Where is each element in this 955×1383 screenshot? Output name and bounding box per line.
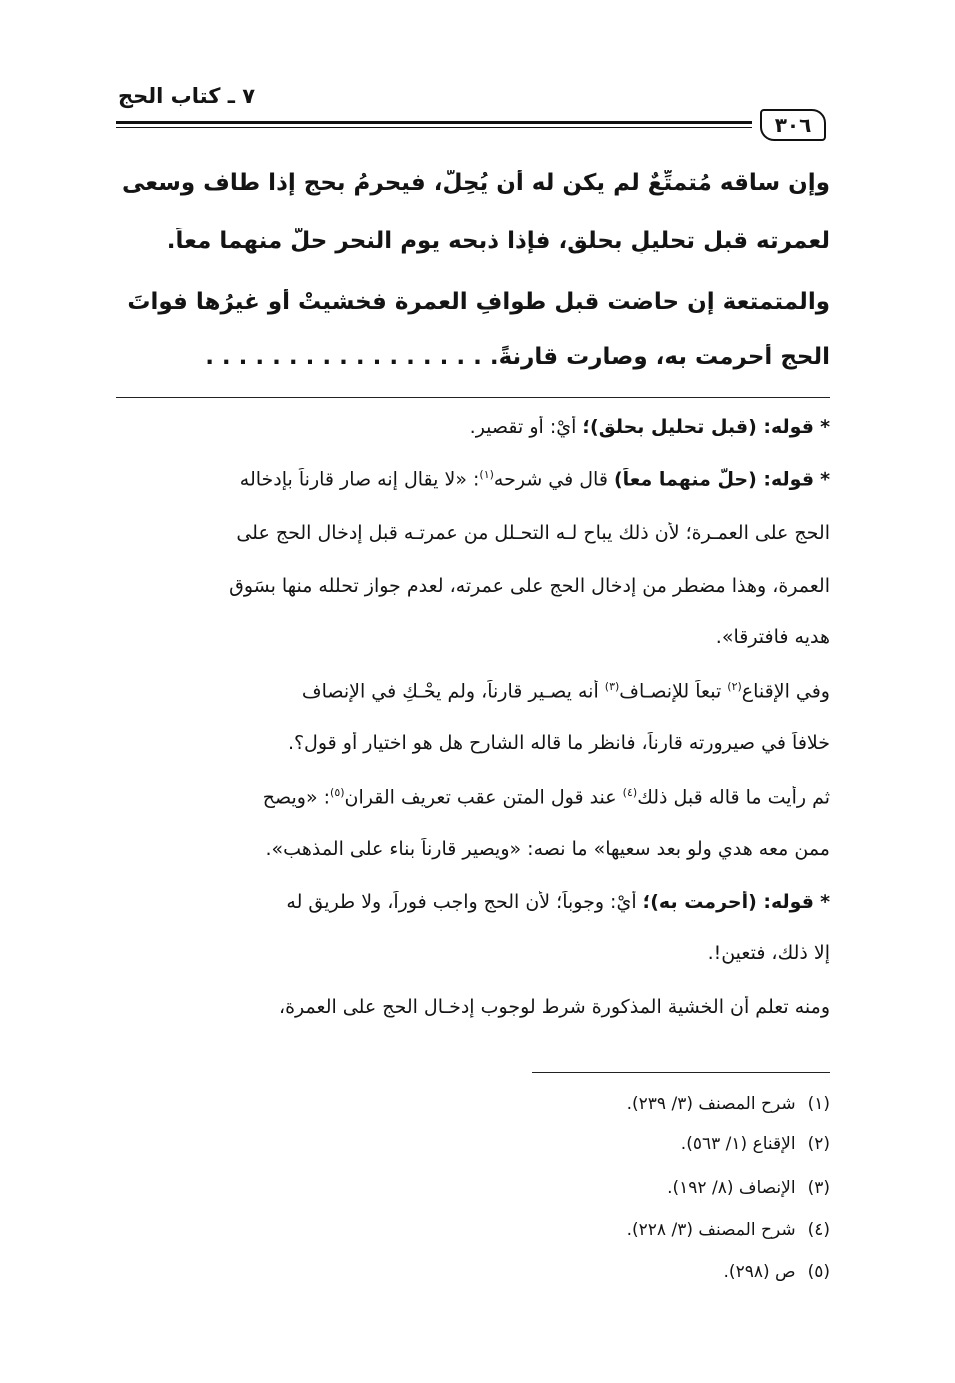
commentary-p2-line-2: الحج على العمـرة؛ لأن ذلك يباح لـه التحـلل من عمرتـه قبل إدخال الحج على [236, 522, 830, 544]
matn-line-4: الحج أحرمت به، وصارت قارنةً. . . . . . . . . . . . . . . . . . [205, 344, 830, 370]
footnote-ref-3[interactable]: (٣) [604, 680, 620, 693]
page-number: ٣٠٦ [760, 109, 826, 141]
footnote-text: شرح المصنف (٣/ ٢٢٨). [626, 1220, 796, 1240]
commentary-lead: قوله: (حلَّ منهما معاً) [613, 468, 815, 491]
commentary-text: : «ويصح [262, 786, 331, 809]
commentary-text: أيْ: وجوباً؛ لأن الحج واجب فوراً، ولا طريق له [286, 891, 643, 913]
footnote-ref-4[interactable]: (٤) [622, 786, 638, 799]
commentary-p3-line-1 [116, 680, 830, 702]
matn-line-3: والمتمتعة إن حاضت قبل طوافِ العمرة فخشيتْ أو غيرُها فواتَ [127, 289, 830, 315]
commentary-p5-line-2: إلا ذلك، فتعين!. [707, 942, 830, 964]
commentary-p2-line-3: العمرة، وهذا مضطر من إدخال الحج على عمرته، لعدم جواز تحلله منها بسَوق [229, 575, 830, 597]
commentary-text: تبعاً للإنصـاف [619, 680, 728, 703]
commentary-p2-line-4: هديه فافترقا». [715, 626, 830, 648]
footnote-3 [667, 1178, 830, 1198]
commentary-p4-line-1 [116, 786, 830, 808]
footnote-divider [532, 1072, 830, 1073]
footnote-number: (٣) [807, 1178, 830, 1198]
footnote-ref-5[interactable]: (٥) [330, 786, 345, 799]
footnote-number: (١) [807, 1094, 830, 1114]
bullet-star: * [820, 416, 830, 438]
commentary-text: ثم رأيت ما قاله قبل ذلك [637, 786, 830, 809]
commentary-text: وفي الإقناع [741, 680, 830, 703]
commentary-p4-line-2: ممن معه هدي ولو بعد سعيها» ما نصه: «ويصير قارناً بناء على المذهب». [265, 838, 830, 860]
footnote-number: (٢) [807, 1134, 830, 1154]
commentary-p1-line-1 [116, 416, 830, 438]
commentary-lead: قوله: (أحرمت به)؛ [642, 891, 815, 913]
commentary-p3-line-2: خلافاً في صيرورته قارناً، فانظر ما قاله الشارح هل هو اختيار أو قول؟. [287, 732, 830, 754]
footnote-ref-2[interactable]: (٢) [727, 680, 742, 693]
commentary-text: أنه يصـير قارناً، ولم يحْـكِ في الإنصاف [301, 680, 605, 703]
footnote-2 [681, 1134, 830, 1154]
bullet-star: * [820, 891, 830, 913]
footnote-text: شرح المصنف (٣/ ٢٣٩). [626, 1094, 796, 1114]
header-rule-thin [116, 127, 752, 128]
footnote-number: (٤) [807, 1220, 830, 1240]
footnote-4 [627, 1220, 830, 1240]
commentary-text: قال في شرحه [493, 468, 614, 491]
footnote-text: الإقناع (١/ ٥٦٣). [680, 1134, 796, 1154]
matn-line-2: لعمرته قبل تحليلٍ بحلق، فإذا ذبحه يوم النحر حلَّ منهما معاً. [166, 228, 830, 254]
matn-line-1: وإن ساقه مُتمتِّعٌ لم يكن له أن يُحِلَّ، فيحرمُ بحج إذا طاف وسعى [121, 170, 830, 196]
footnote-ref-1[interactable]: (١) [479, 468, 494, 481]
footnote-1 [627, 1094, 830, 1114]
commentary-text: أيْ: أو تقصير. [469, 416, 583, 438]
commentary-text: : «لا يقال إنه صار قارناً بإدخاله [239, 468, 480, 491]
matn-commentary-divider [116, 397, 830, 398]
commentary-p5-line-1 [116, 891, 830, 913]
header-rule-thick [116, 121, 752, 124]
footnote-text: الإنصاف (٨/ ١٩٢). [667, 1178, 796, 1198]
footnote-number: (٥) [807, 1262, 830, 1282]
commentary-p6-line-1: ومنه تعلم أن الخشية المذكورة شرط لوجوب إدخـال الحج على العمرة، [278, 996, 830, 1018]
footnote-text: ص (٢٩٨). [723, 1262, 796, 1282]
footnote-5 [724, 1262, 830, 1282]
commentary-lead: قوله: (قبل تحليل بحلق)؛ [582, 416, 815, 438]
bullet-star: * [820, 468, 830, 491]
running-title: ٧ ـ كتاب الحج [118, 84, 256, 108]
commentary-p2-line-1 [116, 468, 830, 490]
commentary-text: عند قول المتن عقب تعريف القران [344, 786, 623, 809]
